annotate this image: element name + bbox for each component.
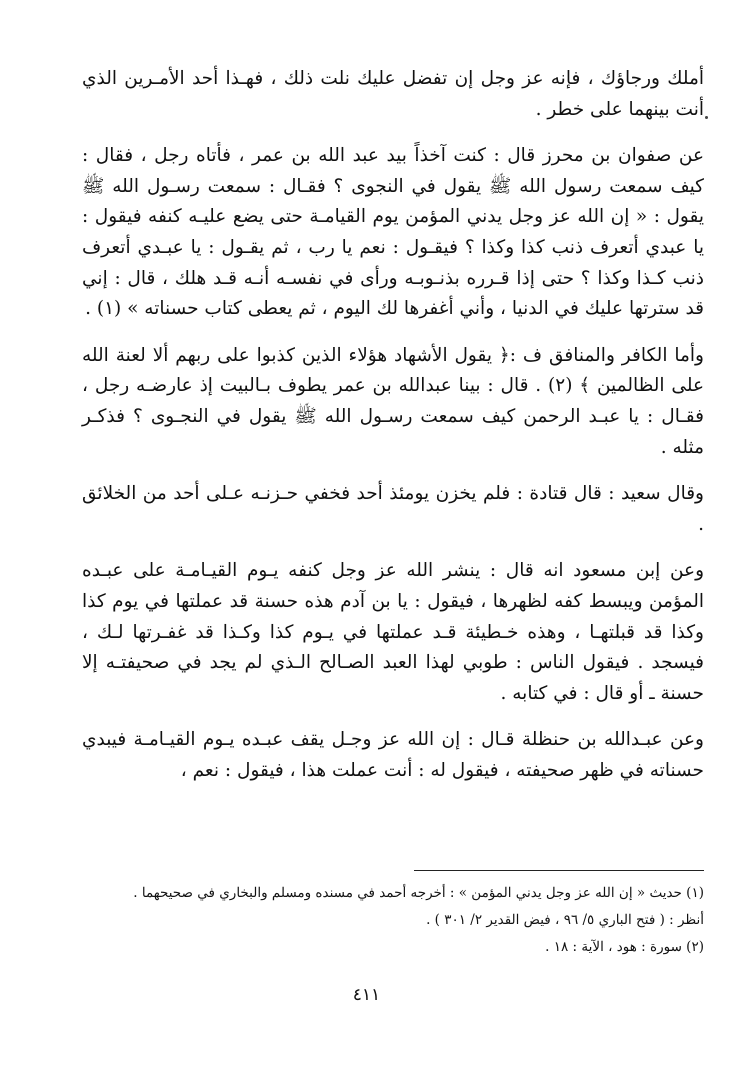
main-text bbox=[82, 64, 704, 786]
footnotes bbox=[100, 880, 704, 961]
footnote-1: (١) حديث « إن الله عز وجل يدني المؤمن » : أخرجه أحمد في مسنده ومسلم والبخاري في صحيحهما . bbox=[133, 885, 704, 901]
footnote-divider bbox=[414, 870, 704, 871]
footnote-2: (٢) سورة : هود ، الآية : ١٨ . bbox=[545, 939, 704, 955]
paragraph-1: أملك ورجاؤك ، فإنه عز وجل إن تفضل عليك نلت ذلك ، فهـذا أحد الأمـرين الذي أنت بينهما على خطر . bbox=[82, 68, 704, 120]
paragraph-2: عن صفوان بن محرز قال : كنت آخذاً بيد عبد الله بن عمر ، فأتاه رجل ، فقال : كيف سمعت رسول الله ﷺ يقول في النجوى ؟ فقـال : سمعت رسـول الله ﷺ يقول : « إن الله عز وجل يدني المؤمن يوم القيامـة حتى يضع عليـه كنفه فيقول : يا عبدي أتعرف ذنب كذا وكذا ؟ فيقـول : نعم يا رب ، ثم يقـول : يا عبـدي أتعرف ذنب كـذا وكذا ؟ حتى إذا قـرره بذنـوبـه ورأى في نفسـه أنـه قـد هلك ، قال : إني قد سترتها عليك في الدنيا ، وأني أغفرها لك اليوم ، ثم يعطى كتاب حسناته » (١) . bbox=[82, 145, 704, 320]
scan-speck bbox=[705, 116, 708, 119]
paragraph-4: وقال سعيد : قال قتادة : فلم يخزن يومئذ أحد فخفي حـزنـه عـلى أحد من الخلائق . bbox=[82, 483, 704, 535]
paragraph-3: وأما الكافر والمنافق ف :﴿ يقول الأشهاد هؤلاء الذين كذبوا على ربهم ألا لعنة الله على الظالمين ﴾ (٢) . قال : بينا عبدالله بن عمر يطوف بـالبيت إذ عارضـه رجل ، فقـال : يا عبـد الرحمن كيف سمعت رسـول الله ﷺ يقول في النجـوى ؟ فذكـر مثله . bbox=[82, 344, 704, 458]
paragraph-5: وعن إبن مسعود انه قال : ينشر الله عز وجل كنفه يـوم القيـامـة على عبـده المؤمن ويبسط كفه لظهرها ، فيقول : يا بن آدم هذه حسنة قد عملتها في يوم كذا وكذا قد قبلتهـا ، وهذه خـطيئة قـد عملتها في يـوم كذا وكـذا قد غفـرتها لـك ، فيسجد . فيقول الناس : طوبي لهذا العبد الصـالح الـذي لم يجد في صحيفتـه إلا حسنة ـ أو قال : في كتابه . bbox=[82, 560, 704, 704]
page-number: ٤١١ bbox=[352, 985, 381, 1005]
footnote-1-reference: أنظر : ( فتح الباري ٥/ ٩٦ ، فيض القدير ٢/ ٣٠١ ) . bbox=[426, 912, 704, 928]
paragraph-6: وعن عبـدالله بن حنظلة قـال : إن الله عز وجـل يقف عبـده يـوم القيـامـة فيبدي حسناته في ظهر صحيفته ، فيقول له : أنت عملت هذا ، فيقول : نعم ، bbox=[82, 729, 704, 781]
